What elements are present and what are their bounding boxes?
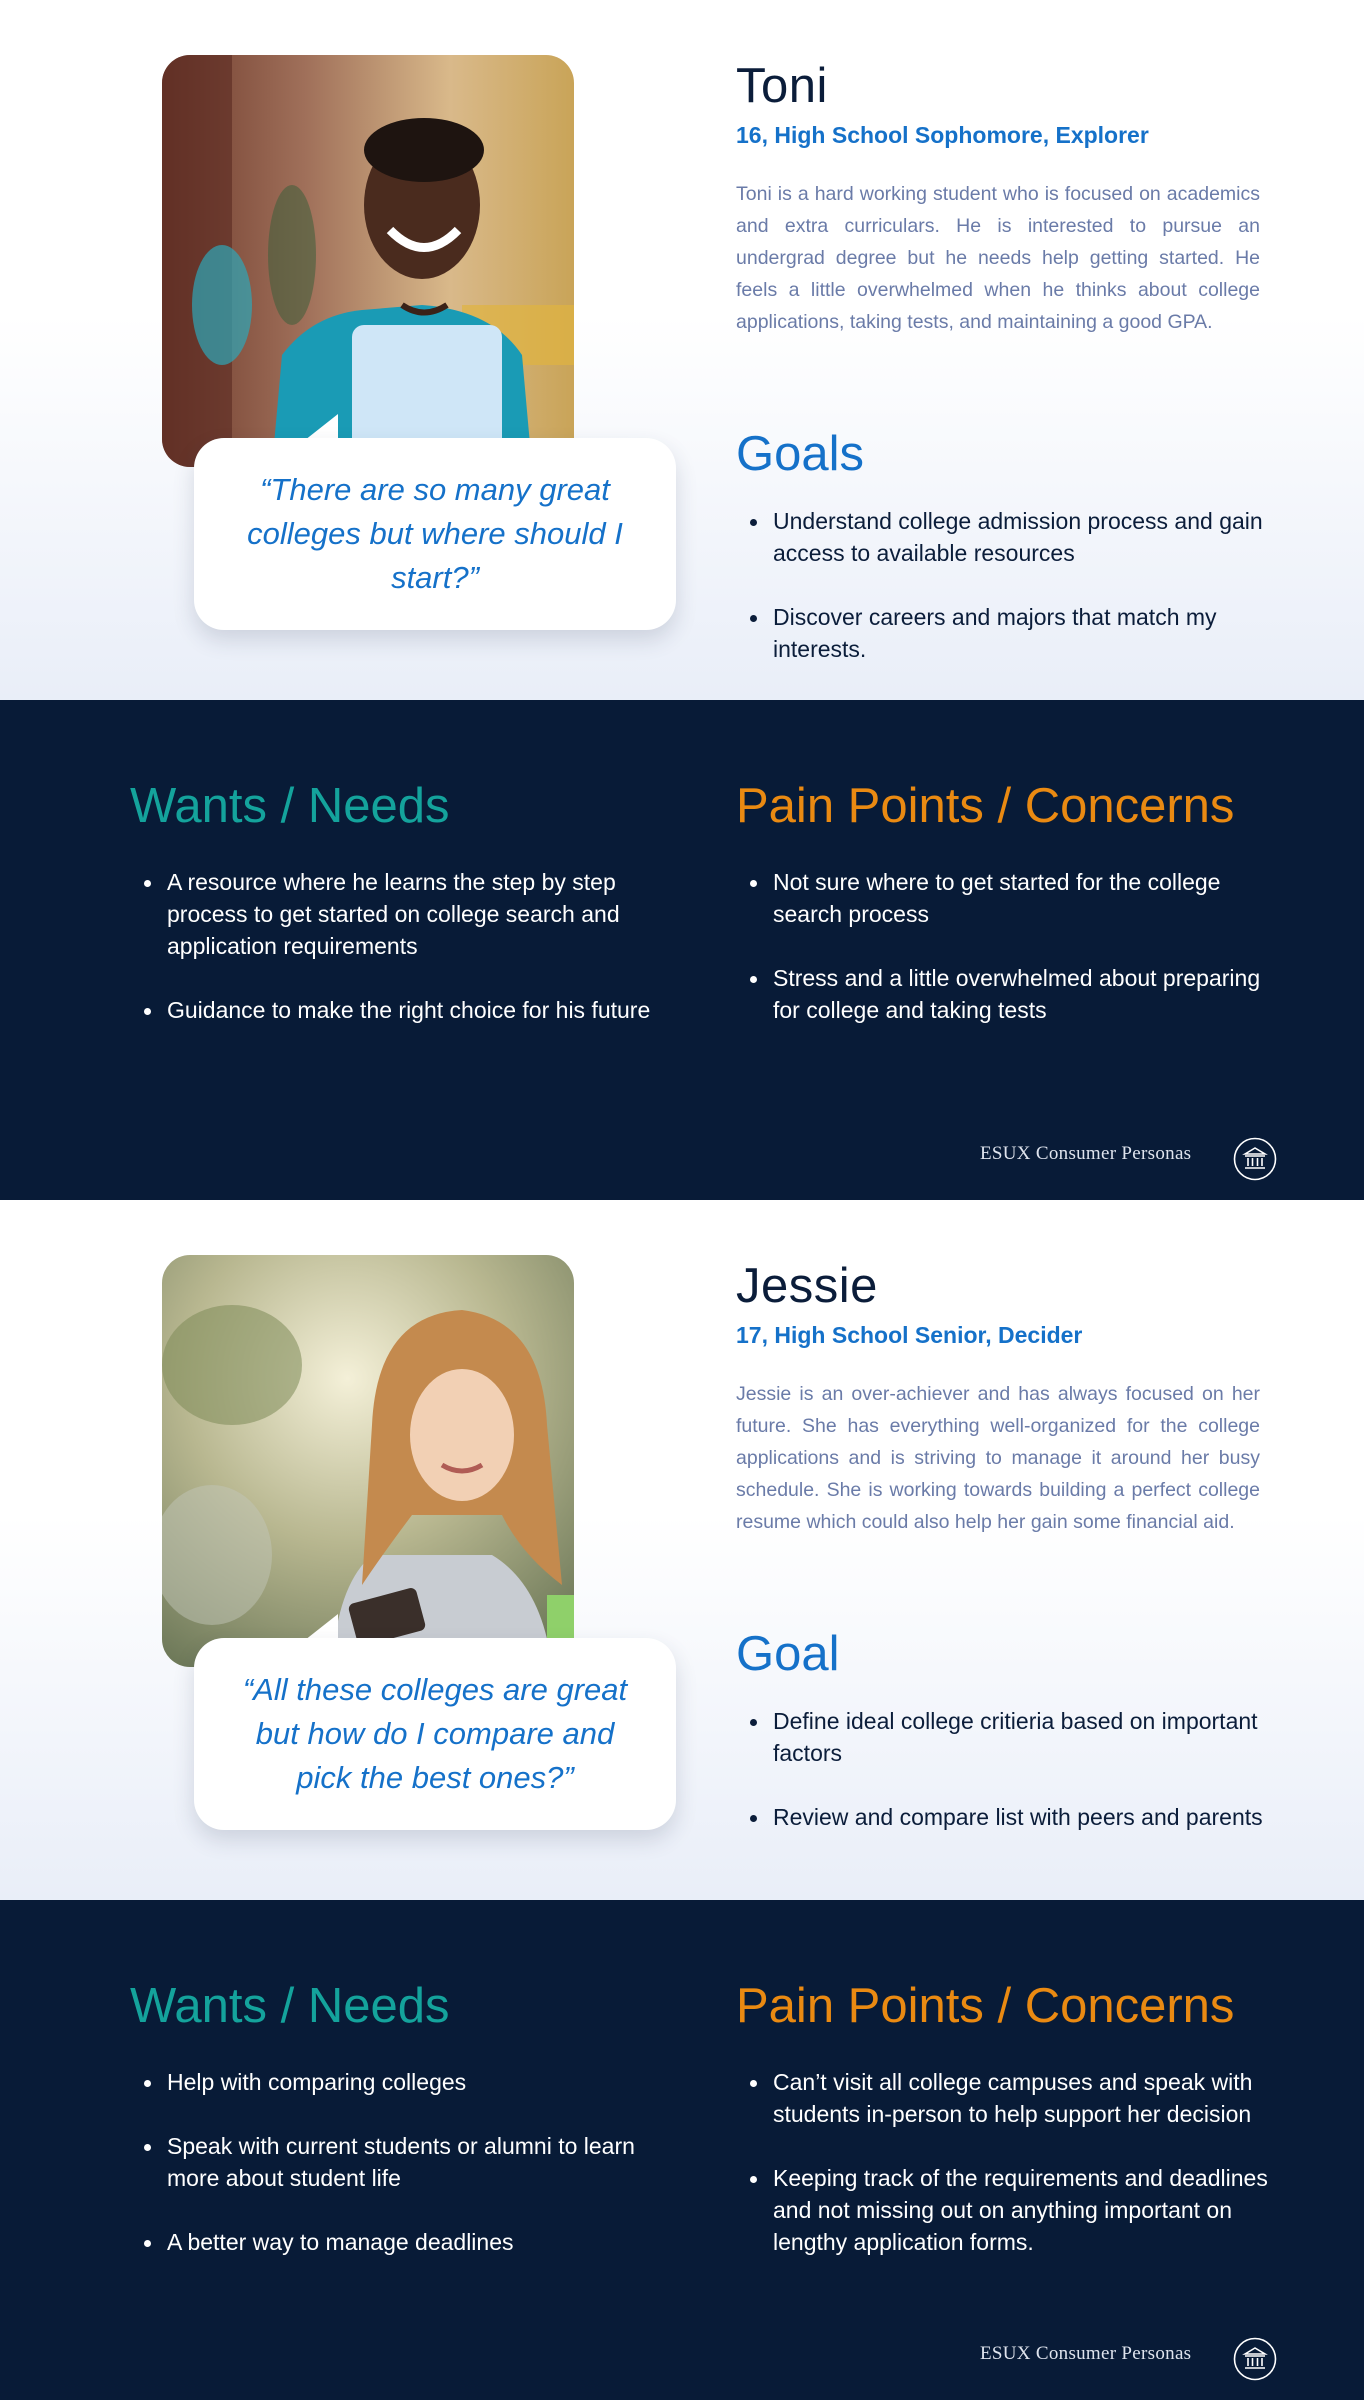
persona-name: Jessie	[736, 1259, 878, 1313]
wants-needs-heading: Wants / Needs	[130, 1979, 450, 2033]
list-item: Discover careers and majors that match my interests.	[736, 601, 1266, 665]
student-photo-illustration	[162, 55, 574, 467]
persona-subtitle: 17, High School Senior, Decider	[736, 1322, 1083, 1348]
footer-label: ESUX Consumer Personas	[980, 1143, 1192, 1164]
wants-needs-list	[130, 866, 690, 1058]
goals-heading: Goal	[736, 1627, 840, 1681]
list-item: Not sure where to get started for the college search process	[736, 866, 1276, 930]
list-item: Keeping track of the requirements and deadlines and not missing out on anything important on lengthy application forms.	[736, 2162, 1276, 2258]
quote-bubble	[194, 1638, 676, 1830]
list-item: Speak with current students or alumni to learn more about student life	[130, 2130, 690, 2194]
persona-profile-section	[0, 1200, 1364, 1900]
list-item: Define ideal college critieria based on important factors	[736, 1705, 1266, 1769]
persona-name: Toni	[736, 59, 828, 113]
goals-list	[736, 1705, 1266, 1865]
list-item: A resource where he learns the step by step process to get started on college search and application requirements	[130, 866, 690, 962]
footer-label: ESUX Consumer Personas	[980, 2343, 1192, 2364]
persona-photo	[162, 55, 574, 467]
quote-bubble	[194, 438, 676, 630]
persona-profile-section	[0, 0, 1364, 700]
goals-heading: Goals	[736, 427, 865, 481]
persona-photo	[162, 1255, 574, 1667]
list-item: Understand college admission process and gain access to available resources	[736, 505, 1266, 569]
goals-list	[736, 505, 1266, 697]
list-item: Help with comparing colleges	[130, 2066, 690, 2098]
persona-description: Jessie is an over-achiever and has always focused on her future. She has everything well-organized for the college applications and is striving to manage it around her busy schedule. She is working towards building a perfect college resume which could also help her gain some financial aid.	[736, 1383, 1260, 1533]
list-item: Stress and a little overwhelmed about preparing for college and taking tests	[736, 962, 1276, 1026]
list-item: A better way to manage deadlines	[130, 2226, 690, 2258]
persona-description: Toni is a hard working student who is focused on academics and extra curriculars. He is interested to pursue an undergrad degree but he needs help getting started. He feels a little overwhelmed when he thinks about college applications, taking tests, and maintaining a good GPA.	[736, 183, 1260, 333]
list-item: Review and compare list with peers and parents	[736, 1801, 1266, 1833]
university-logo-icon	[1233, 1137, 1277, 1181]
pain-points-list	[736, 2066, 1276, 2290]
persona-quote: “There are so many great colleges but where should I start?”	[247, 472, 623, 595]
university-logo-icon	[1233, 2337, 1277, 2381]
wants-needs-list	[130, 2066, 690, 2290]
wants-needs-heading: Wants / Needs	[130, 779, 450, 833]
list-item: Can’t visit all college campuses and speak with students in-person to help support her decision	[736, 2066, 1276, 2130]
pain-points-heading: Pain Points / Concerns	[736, 1979, 1235, 2033]
list-item: Guidance to make the right choice for his future	[130, 994, 690, 1026]
pain-points-heading: Pain Points / Concerns	[736, 779, 1235, 833]
persona-quote: “All these colleges are great but how do I compare and pick the best ones?”	[242, 1672, 628, 1795]
persona-subtitle: 16, High School Sophomore, Explorer	[736, 122, 1149, 148]
student-photo-illustration	[162, 1255, 574, 1667]
pain-points-list	[736, 866, 1276, 1058]
